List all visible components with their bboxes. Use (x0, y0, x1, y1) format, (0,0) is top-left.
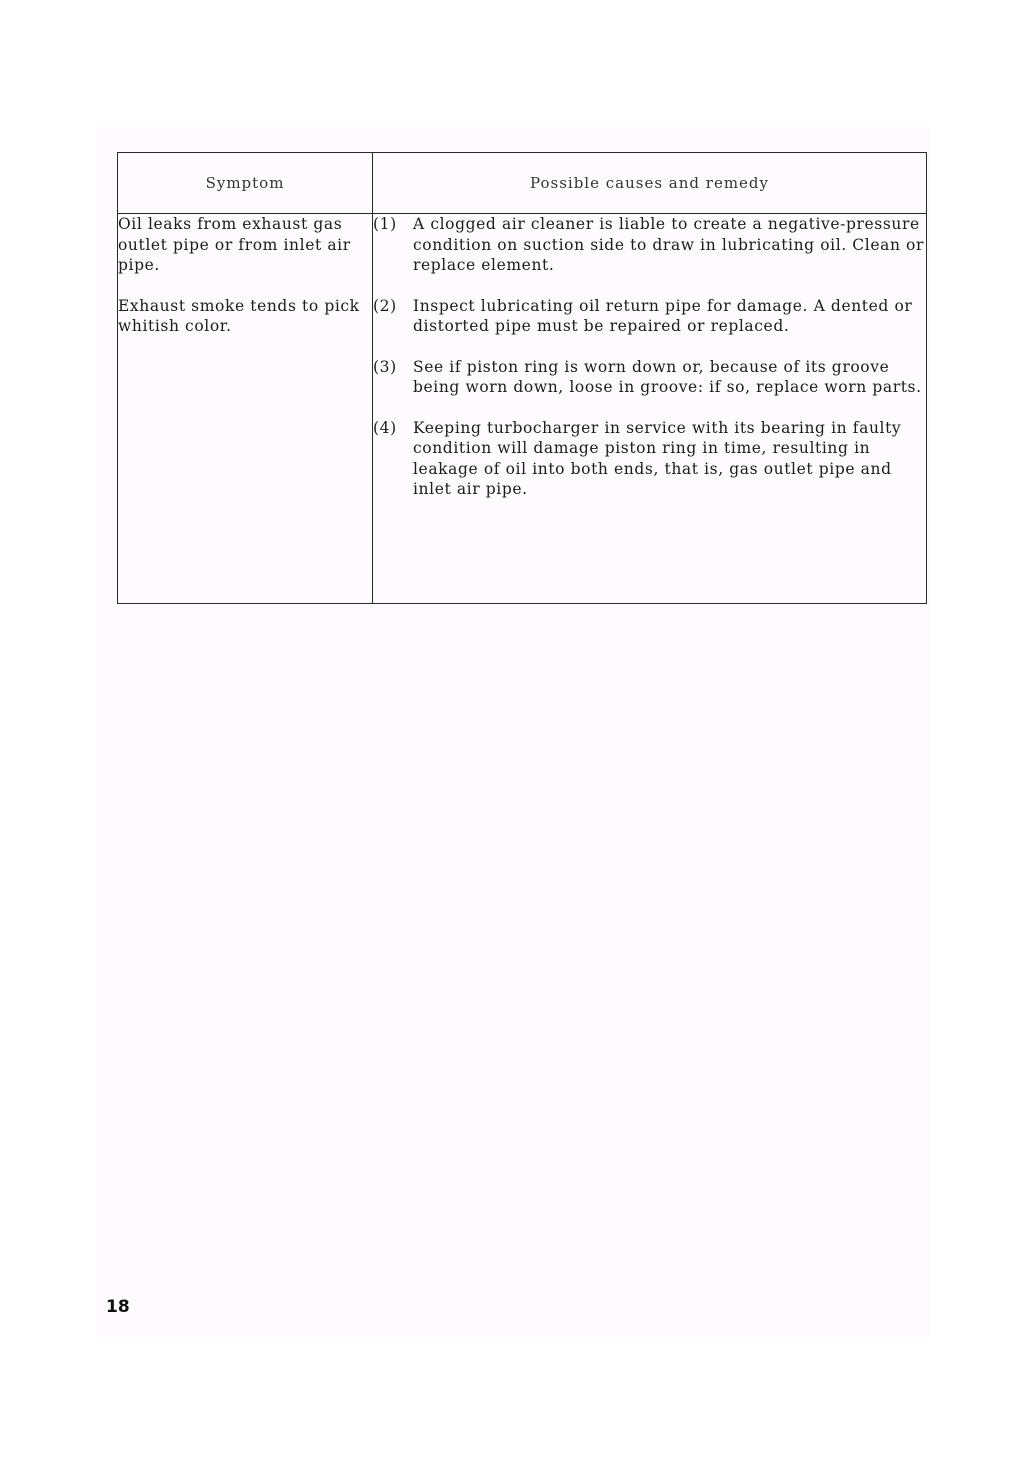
remedy-text: Keeping turbocharger in service with its bearing in faulty condition will damage piston ring in time, resulting in leakage of oil into both ends, that is, gas outlet pipe and inlet air pipe. (413, 418, 902, 498)
remedy-number: (2) (373, 296, 397, 315)
remedy-number: (3) (373, 357, 397, 376)
symptom-cell (118, 214, 373, 604)
table-row (118, 214, 927, 604)
remedy-text: See if piston ring is worn down or, because of its groove being worn down, loose in groove: if so, replace worn parts. (413, 357, 922, 396)
remedy-text: A clogged air cleaner is liable to create a negative-pressure condition on suction side to draw in lubricating oil. Clean or replace element. (413, 215, 924, 274)
symptom-item: Exhaust smoke tends to pick whitish color. (118, 296, 360, 335)
symptom-item: Oil leaks from exhaust gas outlet pipe or from inlet air pipe. (118, 215, 351, 274)
remedy-item (373, 296, 926, 337)
remedy-item (373, 214, 926, 276)
remedy-column-header: Possible causes and remedy (373, 153, 927, 214)
remedy-text: Inspect lubricating oil return pipe for damage. A dented or distorted pipe must be repaired or replaced. (413, 296, 913, 335)
remedy-number: (4) (373, 418, 397, 437)
symptom-column-header: Symptom (118, 153, 373, 214)
table-header-row (118, 153, 927, 214)
remedy-number: (1) (373, 215, 397, 233)
remedy-item (373, 418, 926, 500)
page-number: 18 (106, 1297, 130, 1317)
remedy-cell (373, 214, 927, 604)
remedy-item (373, 357, 926, 398)
troubleshooting-table (117, 152, 927, 604)
